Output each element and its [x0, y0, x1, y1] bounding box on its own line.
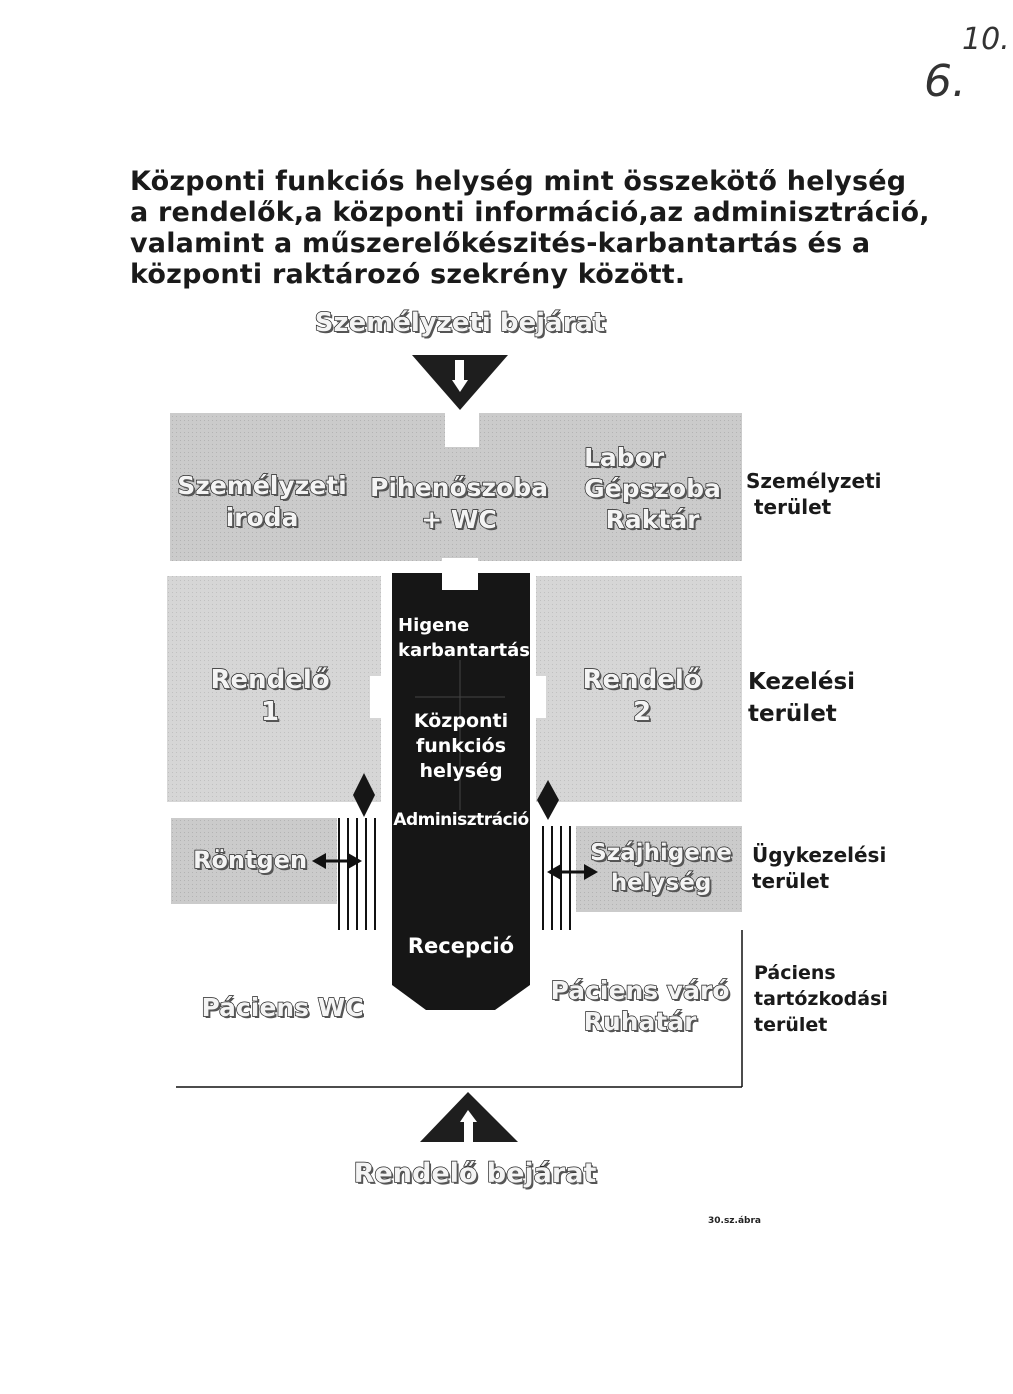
title-line: a rendelők,a központi információ,az adminisztráció, [130, 197, 930, 228]
zone-client-label: Ügykezelési terület [752, 843, 887, 893]
waiting-room-label: Páciens váró Ruhatár [550, 976, 730, 1036]
xray-room-label: Röntgen [192, 846, 308, 874]
exam-room-1-label: Rendelő 1 [210, 665, 330, 727]
staff-office-label: Személyzeti iroda [177, 471, 347, 532]
hygiene-maintenance-label: Higene karbantartás [398, 615, 530, 661]
patient-entrance-label: Rendelő bejárat [353, 1158, 597, 1189]
reception-label: Recepció [407, 934, 515, 958]
figure-caption: 30.sz.ábra [708, 1216, 761, 1226]
zone-patient-label: Páciens tartózkodási terület [754, 962, 888, 1036]
oral-hygiene-label: Szájhigene helység [590, 840, 732, 896]
title-line: központi raktározó szekrény között. [130, 259, 686, 290]
title-line: Központi funkciós helység mint összekötő helység [130, 166, 907, 197]
patient-wc-label: Páciens WC [201, 993, 364, 1022]
page-number-bottom: 6. [924, 56, 966, 107]
title-line: valamint a műszerelőkészités-karbantartás és a [130, 228, 871, 259]
administration-label: Adminisztráció [393, 810, 529, 830]
zone-treatment-label: Kezelési terület [748, 669, 856, 727]
page-number-top: 10. [962, 22, 1010, 57]
exam-room-2-label: Rendelő 2 [582, 665, 702, 727]
central-function-label: Központi funkciós helység [413, 710, 509, 782]
rest-room-label: Pihenőszoba + WC [370, 473, 548, 534]
staff-entrance-arrow-shaft [455, 360, 464, 382]
exam-room-1-door [370, 676, 394, 718]
staff-entrance-label: Személyzeti bejárat [314, 308, 606, 338]
staff-door [445, 413, 479, 447]
zone-staff-label: Személyzeti terület [746, 469, 882, 519]
lab-room-label: Labor Gépszoba Raktár [584, 443, 721, 534]
